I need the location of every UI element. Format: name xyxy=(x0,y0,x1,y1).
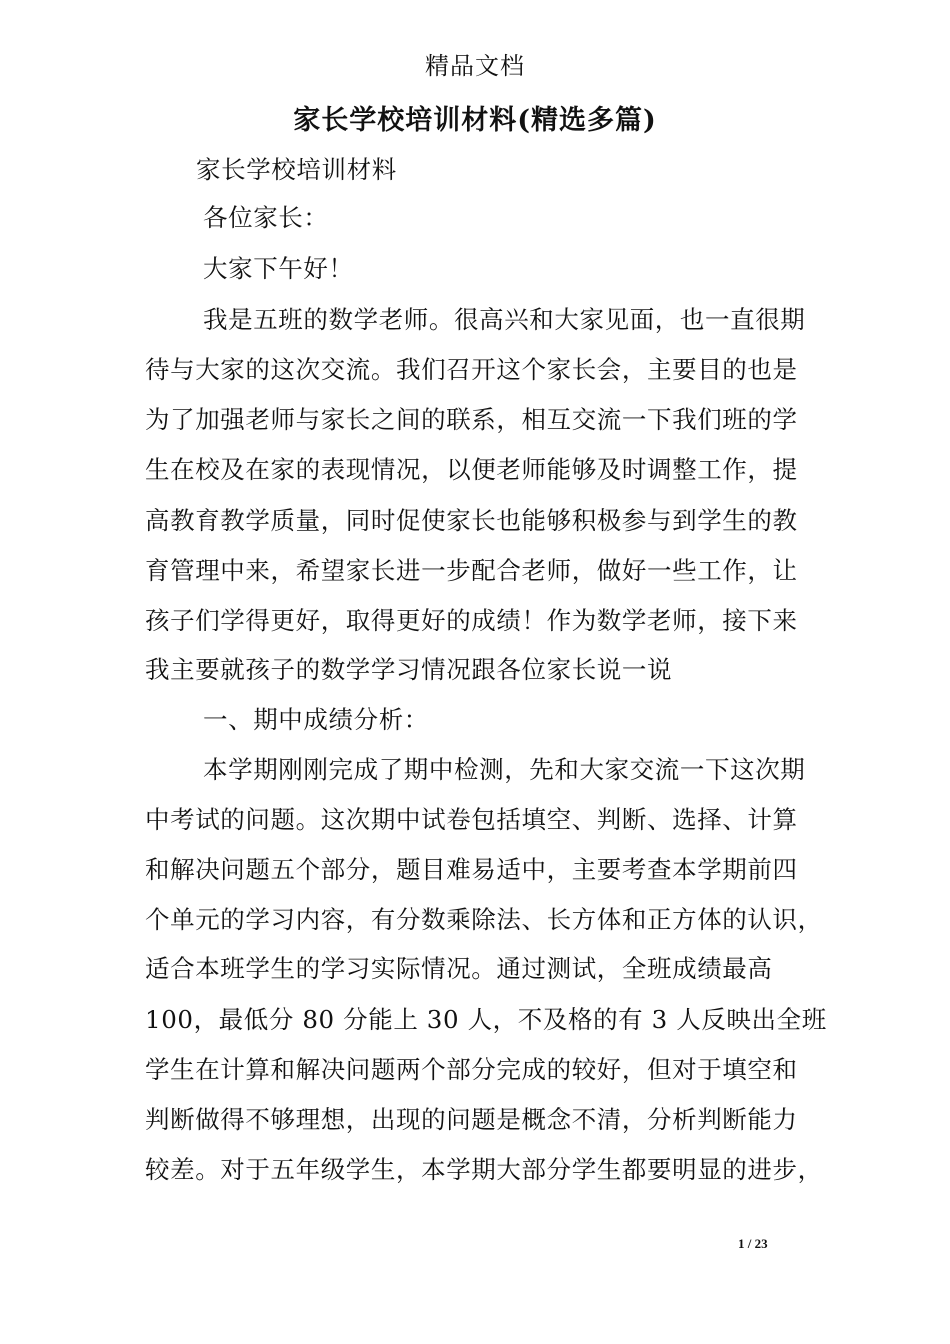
paragraph-line: 高教育教学质量，同时促使家长也能够积极参与到学生的教 xyxy=(145,506,798,535)
paragraph-line: 和解决问题五个部分，题目难易适中，主要考查本学期前四 xyxy=(145,855,798,884)
paragraph-line: 孩子们学得更好，取得更好的成绩！作为数学老师，接下来 xyxy=(145,606,798,635)
subtitle-line: 家长学校培训材料 xyxy=(196,155,397,184)
paragraph-line: 中考试的问题。这次期中试卷包括填空、判断、选择、计算 xyxy=(145,805,798,834)
paragraph-line: 判断做得不够理想，出现的问题是概念不清，分析判断能力 xyxy=(145,1105,798,1134)
document-title: 家长学校培训材料(精选多篇) xyxy=(293,105,657,136)
paragraph-line: 育管理中来，希望家长进一步配合老师，做好一些工作，让 xyxy=(145,556,798,585)
greeting-line: 各位家长： xyxy=(203,203,329,232)
paragraph-line: 较差。对于五年级学生，本学期大部分学生都要明显的进步， xyxy=(145,1155,823,1184)
paragraph-line: 学生在计算和解决问题两个部分完成的较好，但对于填空和 xyxy=(145,1055,798,1084)
page-number: 1 / 23 xyxy=(738,1236,768,1251)
section-heading: 一、期中成绩分析： xyxy=(203,705,429,734)
paragraph-line: 为了加强老师与家长之间的联系，相互交流一下我们班的学 xyxy=(145,405,798,434)
page-header: 精品文档 xyxy=(425,52,525,80)
paragraph-line: 生在校及在家的表现情况，以便老师能够及时调整工作，提 xyxy=(145,455,798,484)
greeting-line: 大家下午好！ xyxy=(203,254,354,283)
paragraph-line: 我是五班的数学老师。很高兴和大家见面，也一直很期 xyxy=(203,305,806,334)
paragraph-line: 待与大家的这次交流。我们召开这个家长会，主要目的也是 xyxy=(145,355,798,384)
paragraph-line: 100，最低分 80 分能上 30 人，不及格的有 3 人反映出全班 xyxy=(145,1005,827,1034)
paragraph-line: 适合本班学生的学习实际情况。通过测试，全班成绩最高 xyxy=(145,954,773,983)
paragraph-line: 我主要就孩子的数学学习情况跟各位家长说一说 xyxy=(145,655,673,684)
paragraph-line: 个单元的学习内容，有分数乘除法、长方体和正方体的认识， xyxy=(145,905,823,934)
paragraph-line: 本学期刚刚完成了期中检测，先和大家交流一下这次期 xyxy=(203,755,806,784)
